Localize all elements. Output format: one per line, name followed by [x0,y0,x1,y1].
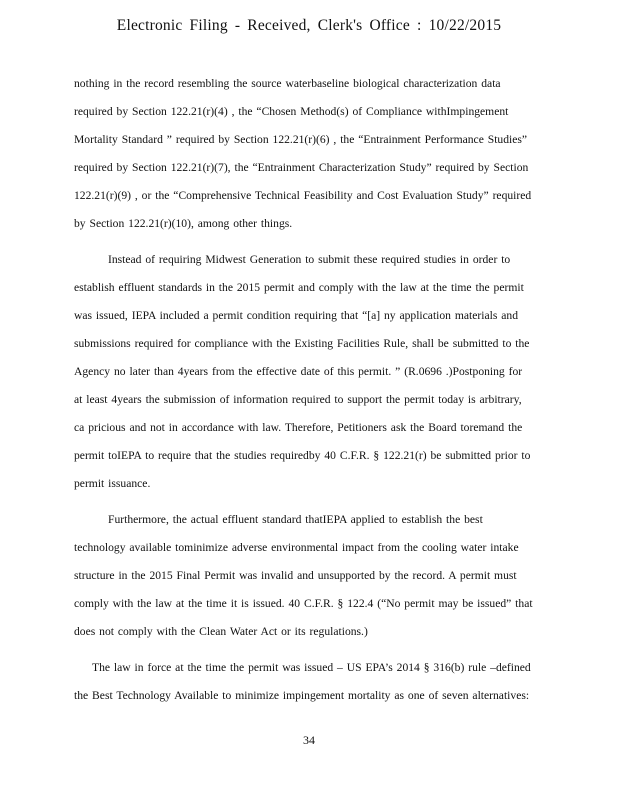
text-line: ca pricious and not in accordance with law. Therefore, Petitioners ask the Board toremand the [74,421,523,434]
text-line: permit toIEPA to require that the studies requiredby 40 C.F.R. § 122.21(r) be submitted prior to [74,449,531,462]
text-line: does not comply with the Clean Water Act or its regulations.) [74,625,368,638]
text-line: 122.21(r)(9) , or the “Comprehensive Technical Feasibility and Cost Evaluation Study” required [74,189,532,202]
text-line: permit issuance. [74,477,151,490]
text-line: nothing in the record resembling the source waterbaseline biological characterization data [74,77,501,90]
text-line: technology available tominimize adverse environmental impact from the cooling water intake [74,541,519,554]
text-line: establish effluent standards in the 2015 permit and comply with the law at the time the permit [74,281,524,294]
text-line: Mortality Standard ” required by Section 122.21(r)(6) , the “Entrainment Performance Studies” [74,133,528,146]
text-line: Furthermore, the actual effluent standard thatIEPA applied to establish the best [108,513,483,526]
text-line: required by Section 122.21(r)(7), the “Entrainment Characterization Study” required by Section [74,161,529,174]
paragraph [74,506,544,646]
text-line: submissions required for compliance with the Existing Facilities Rule, shall be submitted to the [74,337,530,350]
text-line: Agency no later than 4years from the effective date of this permit. ” (R.0696 .)Postponing for [74,365,523,378]
text-line: structure in the 2015 Final Permit was invalid and unsupported by the record. A permit must [74,569,517,582]
paragraph [74,70,544,238]
text-line: was issued, IEPA included a permit condition requiring that “[a] ny application materials and [74,309,519,322]
paragraph [74,654,544,710]
text-line: at least 4years the submission of information required to support the permit today is arbitrary, [74,393,522,406]
filing-header: Electronic Filing - Received, Clerk's Office : 10/22/2015 [116,17,502,34]
paragraph [74,246,544,498]
text-line: required by Section 122.21(r)(4) , the “Chosen Method(s) of Compliance withImpingement [74,105,509,118]
document-body [74,70,544,710]
text-line: comply with the law at the time it is issued. 40 C.F.R. § 122.4 (“No permit may be issued” that [74,597,533,610]
text-line: Instead of requiring Midwest Generation to submit these required studies in order to [108,253,511,266]
text-line: the Best Technology Available to minimize impingement mortality as one of seven alternatives: [74,689,530,702]
text-line: by Section 122.21(r)(10), among other things. [74,217,293,230]
page-number: 34 [303,733,315,747]
text-line: The law in force at the time the permit was issued – US EPA’s 2014 § 316(b) rule –defined [92,661,531,674]
